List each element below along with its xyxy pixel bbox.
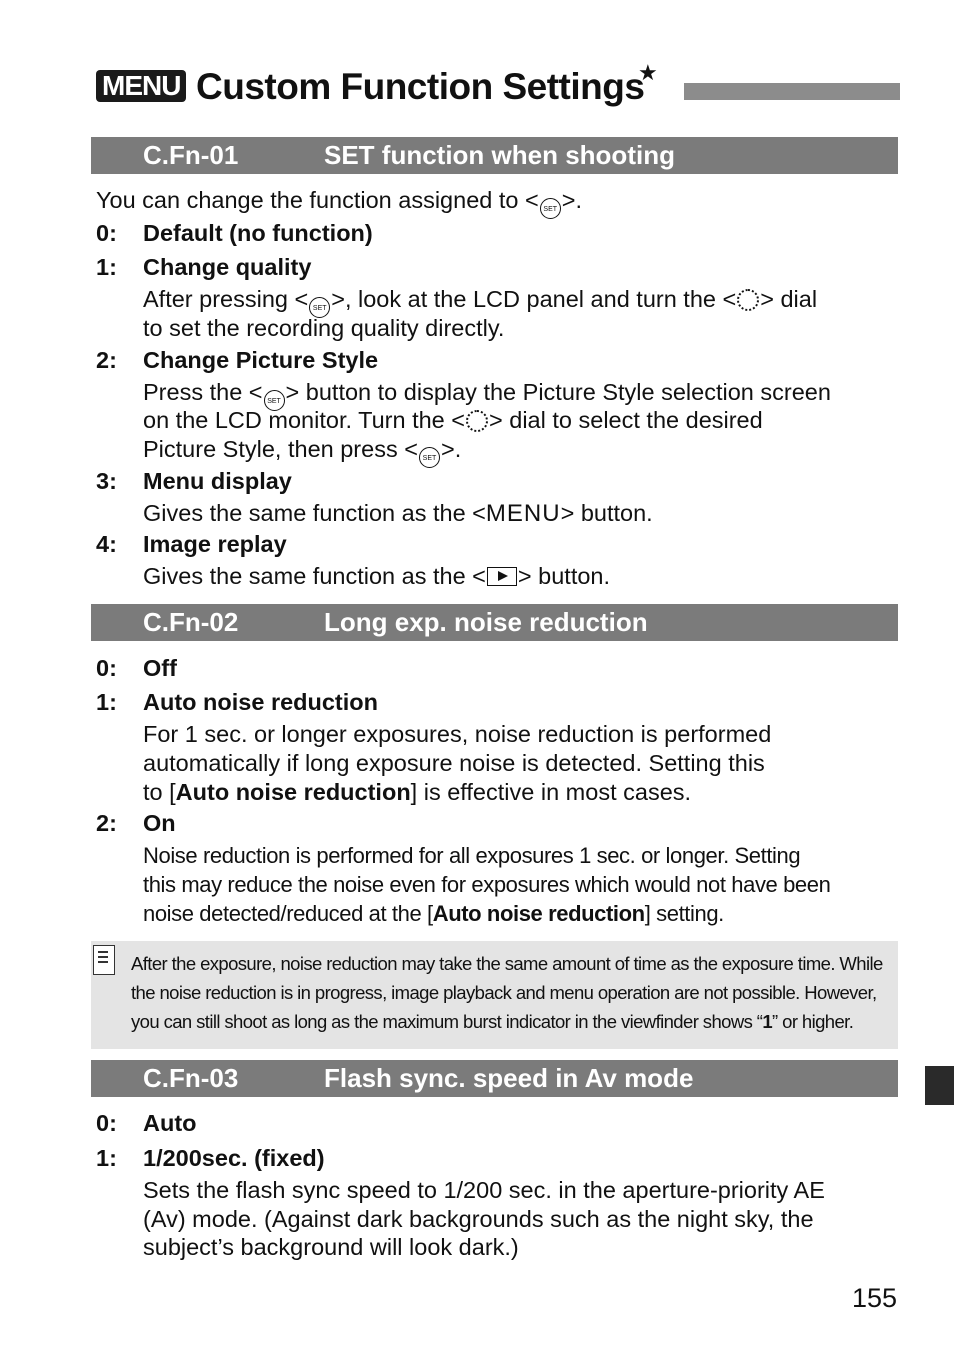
note-box bbox=[91, 941, 898, 1049]
option-label: Auto noise reduction bbox=[143, 689, 378, 715]
option-label: Image replay bbox=[143, 531, 287, 557]
option-label: Change quality bbox=[143, 254, 312, 280]
option-label: On bbox=[143, 810, 176, 836]
option-description: Gives the same function as the <MENU> button. bbox=[143, 500, 653, 527]
star-icon: ★ bbox=[638, 60, 658, 85]
option-number: 1: bbox=[96, 689, 117, 715]
option-description: (Av) mode. (Against dark backgrounds such as the night sky, the bbox=[143, 1206, 814, 1232]
option-label: Off bbox=[143, 655, 177, 681]
option-number: 4: bbox=[96, 531, 117, 557]
option-number: 0: bbox=[96, 1110, 117, 1136]
option-description: to [Auto noise reduction] is effective in most cases. bbox=[143, 779, 692, 805]
section-name: SET function when shooting bbox=[324, 140, 675, 170]
set-button-icon: SET bbox=[419, 447, 440, 468]
note-icon bbox=[93, 945, 115, 975]
option-description: After pressing < SET >, look at the LCD panel and turn the < > dial bbox=[143, 285, 817, 318]
menu-tab-icon: MENU bbox=[96, 70, 186, 102]
section-name: Flash sync. speed in Av mode bbox=[324, 1063, 694, 1093]
option-number: 1: bbox=[96, 254, 117, 280]
menu-button-icon: MENU bbox=[485, 500, 561, 527]
option-label: 1/200sec. (fixed) bbox=[143, 1145, 325, 1171]
option-label: Change Picture Style bbox=[143, 347, 379, 373]
option-number: 3: bbox=[96, 468, 117, 494]
option-description: this may reduce the noise even for exposures which would not have been bbox=[143, 872, 831, 897]
section-header-cfn-01 bbox=[91, 137, 898, 174]
option-number: 1: bbox=[96, 1145, 117, 1171]
option-label: Auto bbox=[143, 1110, 197, 1136]
page-title: Custom Function Settings bbox=[196, 66, 645, 107]
option-description: Sets the flash sync speed to 1/200 sec. in the aperture-priority AE bbox=[143, 1177, 825, 1203]
section-header-cfn-03 bbox=[91, 1060, 898, 1097]
chapter-tab-marker bbox=[925, 1066, 954, 1105]
option-description: Picture Style, then press < SET >. bbox=[143, 435, 461, 468]
option-description: Noise reduction is performed for all exposures 1 sec. or longer. Setting bbox=[143, 843, 801, 868]
set-button-icon: SET bbox=[264, 390, 285, 411]
section-name: Long exp. noise reduction bbox=[324, 607, 648, 637]
page-header bbox=[96, 60, 900, 114]
page-number: 155 bbox=[852, 1283, 898, 1313]
title-rule bbox=[684, 83, 900, 100]
option-number: 0: bbox=[96, 220, 117, 246]
option-number: 0: bbox=[96, 655, 117, 681]
section-code: C.Fn-02 bbox=[143, 607, 239, 637]
option-label: Menu display bbox=[143, 468, 292, 494]
option-description: noise detected/reduced at the [Auto noise reduction] setting. bbox=[143, 901, 724, 926]
option-label: Default (no function) bbox=[143, 220, 373, 246]
section-code: C.Fn-03 bbox=[143, 1063, 239, 1093]
option-number: 2: bbox=[96, 347, 117, 373]
option-number: 2: bbox=[96, 810, 117, 836]
playback-button-icon bbox=[487, 567, 517, 586]
section-intro: You can change the function assigned to < SET >. bbox=[96, 186, 582, 219]
option-description: For 1 sec. or longer exposures, noise reduction is performed bbox=[143, 721, 772, 747]
option-description: Gives the same function as the < > button. bbox=[143, 563, 611, 589]
set-button-icon: SET bbox=[540, 198, 561, 219]
main-dial-icon bbox=[737, 289, 759, 311]
option-description: on the LCD monitor. Turn the < > dial to select the desired bbox=[143, 407, 763, 433]
set-button-icon: SET bbox=[309, 297, 330, 318]
option-description: automatically if long exposure noise is detected. Setting this bbox=[143, 750, 765, 776]
note-text: After the exposure, noise reduction may take the same amount of time as the exposure time. While bbox=[131, 953, 883, 974]
option-description: subject’s background will look dark.) bbox=[143, 1234, 519, 1260]
option-description: Press the < SET > button to display the Picture Style selection screen bbox=[143, 378, 831, 411]
main-dial-icon bbox=[466, 410, 488, 432]
section-code: C.Fn-01 bbox=[143, 140, 239, 170]
option-description: to set the recording quality directly. bbox=[143, 315, 505, 341]
note-text: the noise reduction is in progress, image playback and menu operation are not possible. However, bbox=[131, 982, 877, 1003]
note-text: you can still shoot as long as the maximum burst indicator in the viewfinder shows “1” or higher. bbox=[131, 1011, 854, 1032]
section-header-cfn-02 bbox=[91, 604, 898, 641]
